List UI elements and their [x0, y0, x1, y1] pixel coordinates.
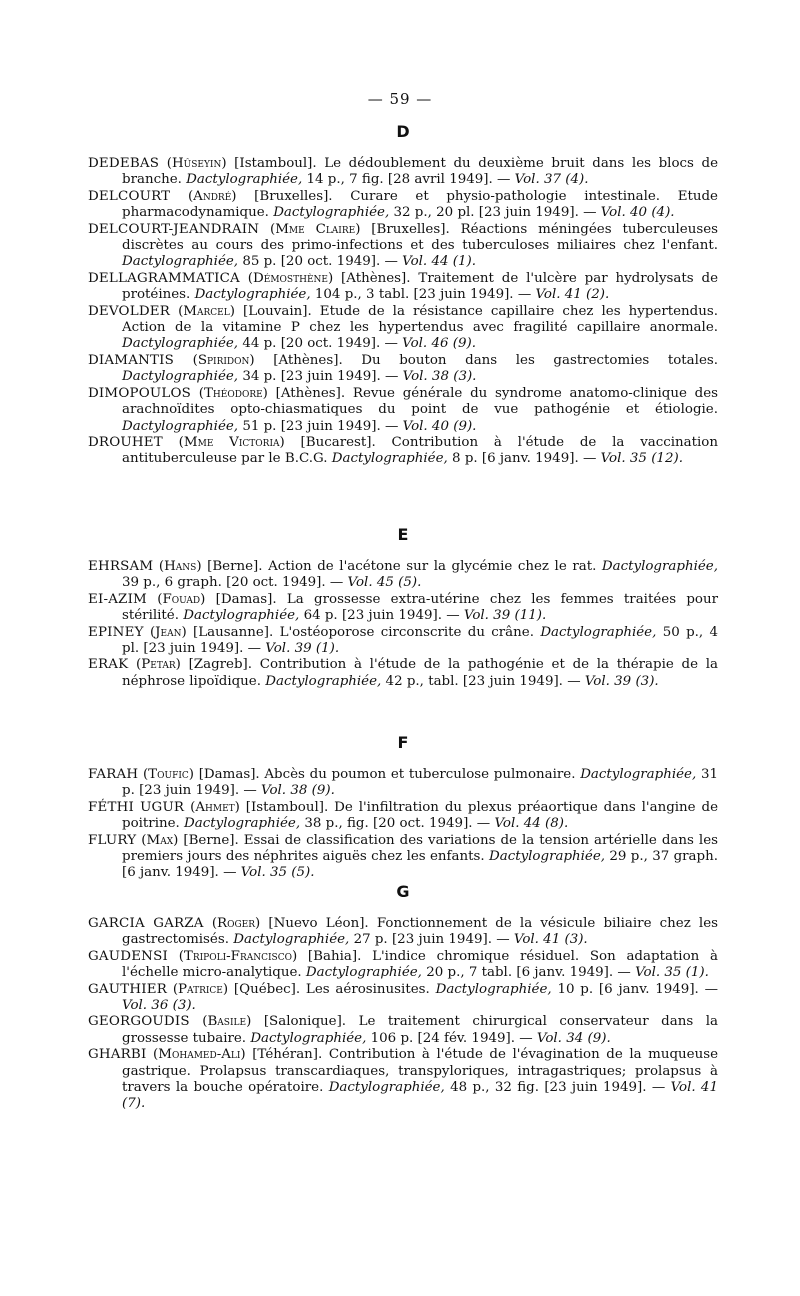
- entry-details: 48 p., 32 fig. [23 juin 1949]. —: [444, 1080, 671, 1096]
- entry-details: 44 p. [20 oct. 1949]. —: [238, 336, 403, 352]
- bibliography-entry: [88, 386, 718, 435]
- bibliography-entry: [88, 271, 718, 304]
- bibliography-entry: [88, 592, 718, 625]
- publication-type: Dactylographiée,: [488, 849, 606, 865]
- entry-title: [Athènes]. Du bouton dans les gastrectomies totales.: [254, 352, 718, 368]
- author-surname: FLURY: [88, 832, 137, 848]
- author-given-name: (Démosthène): [247, 270, 334, 286]
- entry-details: 29 p., 37 graph. [6 janv. 1949]. —: [122, 849, 718, 881]
- author-surname: DIMOPOULOS: [88, 385, 192, 401]
- section-letter: G: [396, 882, 410, 901]
- bibliography-entry: [88, 949, 718, 982]
- entry-details: 20 p., 7 tabl. [6 janv. 1949]. —: [421, 965, 636, 981]
- bibliography-entry: [88, 189, 718, 222]
- entry-details: 51 p. [23 juin 1949]. —: [238, 418, 403, 434]
- publication-type: Dactylographiée,: [250, 1030, 367, 1046]
- author-surname: GHARBI: [88, 1047, 147, 1063]
- publication-type: Dactylographiée,: [580, 767, 697, 782]
- entry-details: 8 p. [6 janv. 1949]. —: [447, 451, 601, 467]
- bibliography-entry: [88, 916, 718, 949]
- publication-type: Dactylographiée,: [540, 624, 657, 640]
- author-surname: EHRSAM: [88, 559, 154, 574]
- entry-details: 38 p., fig. [20 oct. 1949]. —: [300, 816, 495, 832]
- author-surname: DEVOLDER: [88, 303, 171, 319]
- publication-type: Dactylographiée,: [122, 254, 239, 270]
- entry-title: [Bruxelles]. Réactions méningées tuberculeuses discrètes au cours des primo-infections et des tuberculoses miliaires chez l'enfant.: [122, 221, 718, 254]
- author-given-name: (Toufic): [142, 767, 194, 782]
- author-given-name: (André): [187, 188, 237, 204]
- entry-details: 106 p. [24 fév. 1949]. —: [366, 1030, 537, 1046]
- entry-details: 42 p., tabl. [23 juin 1949]. —: [381, 673, 585, 689]
- volume-reference: Vol. 39 (3).: [584, 673, 659, 689]
- entry-details: 64 p. [23 juin 1949]. —: [299, 608, 464, 624]
- entry-details: 104 p., 3 tabl. [23 juin 1949]. —: [310, 287, 536, 303]
- entry-details: 85 p. [20 oct. 1949]. —: [238, 254, 403, 270]
- entry-details: 34 p. [23 juin 1949]. —: [238, 369, 403, 385]
- entry-title: [Québec]. Les aérosinusites.: [228, 981, 436, 997]
- author-surname: GEORGOUDIS: [88, 1014, 190, 1030]
- entry-details: 14 p., 7 fig. [28 avril 1949]. —: [302, 172, 515, 188]
- entry-title: [Bucarest]. Contribution à l'étude de la vaccination antituberculeuse par le B.C.G.: [122, 434, 718, 467]
- publication-type: Dactylographiée,: [265, 673, 382, 689]
- publication-type: Dactylographiée,: [122, 369, 239, 385]
- publication-type: Dactylographiée,: [183, 608, 300, 624]
- author-given-name: (Hûseyin): [166, 156, 227, 171]
- author-surname: GARCIA GARZA: [88, 916, 204, 931]
- section-e: [88, 525, 718, 690]
- volume-reference: Vol. 41 (2).: [535, 287, 610, 303]
- publication-type: Dactylographiée,: [194, 287, 311, 303]
- volume-reference: Vol. 39 (1).: [265, 641, 340, 657]
- bibliography-entry: [88, 800, 718, 833]
- bibliography-entry: [88, 156, 718, 189]
- volume-reference: Vol. 35 (12).: [600, 451, 683, 467]
- author-surname: ERAK: [88, 657, 129, 673]
- entry-title: [Nuevo Léon]. Fonctionnement de la vésicule biliaire chez les gastrectomisés.: [122, 916, 718, 948]
- entry-title: [Damas]. Abcès du poumon et tuberculose pulmonaire.: [193, 767, 581, 782]
- author-surname: FARAH: [88, 767, 139, 782]
- section-letter: F: [397, 733, 409, 752]
- bibliography-entry: [88, 559, 718, 592]
- bibliography-entry: [88, 353, 718, 386]
- entry-title: [Bruxelles]. Curare et physio-pathologie intestinale. Etude pharmacodynamique.: [122, 188, 718, 221]
- author-given-name: (Ahmet): [190, 799, 240, 815]
- author-surname: GAUDENSI: [88, 948, 168, 964]
- publication-type: Dactylographiée,: [186, 172, 303, 188]
- entry-title: [Bahia]. L'indice chromique résiduel. Son adaptation à l'échelle micro-analytique.: [122, 948, 718, 981]
- author-given-name: (Mohamed-Ali): [153, 1047, 246, 1063]
- bibliography-entry: [88, 435, 718, 468]
- entry-title: [Téhéran]. Contribution à l'étude de l'évagination de la muqueuse gastrique. Prolapsus transcardiaques, transpyloriques, intragastriques; prolapsus à travers la bouche opératoire.: [122, 1047, 718, 1096]
- author-given-name: (Spiridon): [192, 352, 255, 368]
- author-given-name: (Marcel): [178, 303, 235, 319]
- author-given-name: (Hans): [158, 559, 202, 574]
- entry-title: [Lausanne]. L'ostéoporose circonscrite du crâne.: [186, 624, 541, 640]
- volume-reference: Vol. 41 (7).: [122, 1080, 718, 1112]
- publication-type: Dactylographiée,: [273, 205, 390, 221]
- entry-title: [Zagreb]. Contribution à l'étude de la pathogénie et de la thérapie de la néphrose lipoïdique.: [122, 657, 718, 689]
- author-surname: DIAMANTIS: [88, 352, 174, 368]
- entry-title: [Berne]. Essai de classification des variations de la tension artérielle dans les premiers jours des néphrites aiguës chez les enfants.: [122, 832, 718, 865]
- volume-reference: Vol. 36 (3).: [122, 998, 196, 1014]
- bibliography-entry: [88, 222, 718, 271]
- bibliography-entry: [88, 1047, 718, 1113]
- volume-reference: Vol. 40 (9).: [402, 418, 477, 434]
- section-g: [88, 882, 718, 1113]
- volume-reference: Vol. 37 (4).: [514, 172, 589, 188]
- volume-reference: Vol. 34 (9).: [536, 1030, 611, 1046]
- publication-type: Dactylographiée,: [122, 418, 239, 434]
- entry-details: 32 p., 20 pl. [23 juin 1949]. —: [389, 205, 601, 221]
- entry-title: [Athènes]. Revue générale du syndrome anatomo-clinique des arachnoïdites opto-chiasmatiques du point de vue pathogénie et étiologie.: [122, 385, 718, 418]
- author-surname: DELLAGRAMMATICA: [88, 270, 240, 286]
- publication-type: Dactylographiée,: [233, 932, 350, 948]
- entry-details: 31 p. [23 juin 1949]. —: [122, 767, 718, 799]
- author-surname: EI-AZIM: [88, 591, 147, 607]
- entry-details: 39 p., 6 graph. [20 oct. 1949]. —: [122, 575, 348, 591]
- author-surname: DELCOURT-JEANDRAIN: [88, 221, 260, 237]
- publication-type: Dactylographiée,: [305, 965, 422, 981]
- author-surname: DELCOURT: [88, 188, 171, 204]
- author-surname: EPINEY: [88, 624, 144, 640]
- publication-type: Dactylographiée,: [184, 816, 301, 832]
- volume-reference: Vol. 41 (3).: [513, 932, 588, 948]
- author-given-name: (Patrice): [172, 981, 229, 997]
- entry-title: [Berne]. Action de l'acétone sur la glycémie chez le rat.: [201, 559, 602, 574]
- volume-reference: Vol. 39 (11).: [463, 608, 547, 624]
- author-given-name: (Max): [141, 832, 179, 848]
- author-given-name: (Théodore): [198, 385, 268, 401]
- bibliography-entry: [88, 982, 718, 1015]
- volume-reference: Vol. 46 (9).: [402, 336, 476, 352]
- publication-type: Dactylographiée,: [328, 1080, 445, 1096]
- bibliography-entry: [88, 833, 718, 882]
- author-given-name: (Petar): [136, 657, 181, 673]
- author-surname: DROUHET: [88, 434, 163, 450]
- volume-reference: Vol. 35 (1).: [635, 965, 709, 981]
- entry-title: [Istamboul]. De l'infiltration du plexus préaortique dans l'angine de poitrine.: [122, 799, 718, 832]
- volume-reference: Vol. 40 (4).: [600, 205, 675, 221]
- publication-type: Dactylographiée,: [331, 451, 448, 467]
- entry-title: [Salonique]. Le traitement chirurgical conservateur dans la grossesse tubaire.: [122, 1014, 719, 1046]
- entry-title: [Damas]. La grossesse extra-utérine chez les femmes traitées pour stérilité.: [122, 591, 718, 624]
- author-given-name: (Roger): [211, 916, 261, 931]
- section-letter: D: [396, 122, 410, 141]
- bibliography-entry: [88, 657, 718, 690]
- entry-title: [Louvain]. Etude de la résistance capillaire chez les hypertendus. Action de la vitamine P chez les hypertendus avec fragilité capillaire anormale.: [122, 303, 718, 336]
- volume-reference: Vol. 45 (5).: [347, 575, 422, 591]
- volume-reference: Vol. 38 (3).: [402, 369, 477, 385]
- author-given-name: (Mme Victoria): [178, 434, 285, 450]
- bibliography-entry: [88, 304, 718, 353]
- bibliography-entry: [88, 1014, 718, 1047]
- author-given-name: (Jean): [149, 624, 187, 640]
- publication-type: Dactylographiée,: [601, 559, 718, 574]
- publication-type: Dactylographiée,: [122, 336, 239, 352]
- author-given-name: (Tripoli-Francisco): [178, 948, 298, 964]
- author-surname: DEDEBAS: [88, 156, 160, 171]
- section-f: [88, 733, 718, 882]
- entry-details: 10 p. [6 janv. 1949]. —: [551, 981, 718, 997]
- volume-reference: Vol. 44 (1).: [402, 254, 476, 270]
- entry-title: [Athènes]. Traitement de l'ulcère par hydrolysats de protéines.: [122, 270, 718, 303]
- author-given-name: (Mme Claire): [270, 221, 361, 237]
- author-given-name: (Fouad): [157, 591, 206, 607]
- section-d: [88, 122, 718, 468]
- volume-reference: Vol. 38 (9).: [261, 783, 335, 799]
- entry-details: 50 p., 4 pl. [23 juin 1949]. —: [122, 624, 719, 657]
- bibliography-entry: [88, 767, 718, 800]
- author-surname: GAUTHIER: [88, 981, 168, 997]
- page-number: — 59 —: [367, 90, 433, 108]
- publication-type: Dactylographiée,: [435, 981, 552, 997]
- volume-reference: Vol. 44 (8).: [494, 816, 569, 832]
- entry-details: 27 p. [23 juin 1949]. —: [349, 932, 514, 948]
- author-given-name: (Basile): [202, 1014, 252, 1030]
- volume-reference: Vol. 35 (5).: [240, 865, 315, 881]
- section-letter: E: [397, 525, 409, 544]
- entry-title: [Istamboul]. Le dédoublement du deuxième bruit dans les blocs de branche.: [122, 156, 718, 188]
- author-surname: FÉTHI UGUR: [88, 799, 185, 815]
- bibliography-entry: [88, 625, 718, 658]
